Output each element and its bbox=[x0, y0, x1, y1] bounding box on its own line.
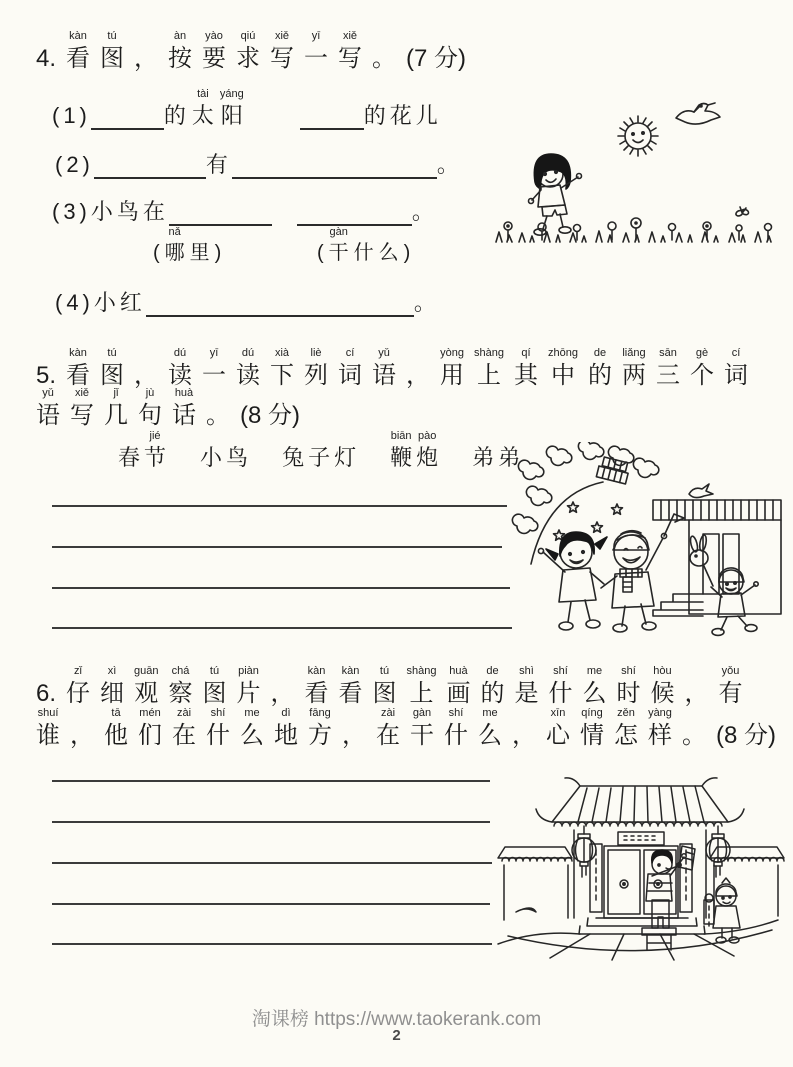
watermark: 淘课榜 https://www.taokerank.com bbox=[251, 1009, 542, 1030]
writing-line bbox=[52, 505, 507, 507]
gate-roof bbox=[536, 778, 744, 826]
star-icon bbox=[592, 522, 603, 532]
fill-in-blank bbox=[169, 197, 272, 226]
butterfly-icon bbox=[735, 207, 749, 217]
fill-in-blank bbox=[146, 288, 414, 317]
fill-in-blank bbox=[94, 150, 206, 179]
q4-item-2 bbox=[55, 150, 463, 179]
q5-illustration bbox=[503, 442, 787, 640]
girl-meadow-illustration bbox=[486, 90, 788, 252]
writing-line bbox=[52, 903, 490, 905]
q4-illustration bbox=[486, 90, 788, 252]
word-xiaoniao: 小 鸟 bbox=[200, 445, 249, 470]
q4-item-3-hint-doing: ( gàn 干 什 么 ) bbox=[317, 226, 411, 264]
word-bianpao: biān 鞭 pào 炮 bbox=[390, 430, 439, 470]
q4-item-4-end: 。 bbox=[413, 290, 440, 315]
lantern-icon bbox=[572, 826, 596, 877]
q4-item-2-end: 。 bbox=[436, 152, 463, 177]
sun-icon bbox=[618, 116, 658, 156]
q4-item-3-lead: 小鸟在 bbox=[90, 199, 169, 224]
q4-item-1 bbox=[52, 88, 442, 130]
rabbit-lantern bbox=[690, 550, 708, 566]
word-didi: 弟 弟 bbox=[472, 445, 521, 470]
bird-icon bbox=[689, 484, 713, 498]
couplets-gate-illustration bbox=[492, 770, 790, 962]
grass-and-flowers bbox=[496, 218, 772, 242]
q6-title-line2: shuí 谁 ， tā 他 mén 们 zài 在 shí 什 me 么 dì 地 fāng 方 ， zài 在 gàn 干 shí 什 me 么 ， xīn 心 qíng 情 zěn 怎 yàng 样 。 (8 分) bbox=[36, 707, 776, 749]
writing-line bbox=[52, 821, 490, 823]
star-icon bbox=[568, 502, 579, 512]
q4-item-3-hint-where: ( nǎ 哪 里 ) bbox=[153, 226, 222, 264]
q4-item-1-tail: 的花儿 bbox=[363, 103, 442, 128]
q6-illustration bbox=[492, 770, 790, 962]
bird-icon bbox=[676, 103, 720, 124]
q5-word-list bbox=[118, 430, 554, 472]
writing-line bbox=[52, 587, 510, 589]
q5-title-line1: 5. kàn 看 tú 图 ， dú 读 yī 一 dú 读 xià 下 liè 列 cí 词 yǔ 语 ， yòng 用 shàng 上 qí 其 zhōng 中 de 的 liǎng 两 sān 三 gè 个 cí 词 bbox=[36, 347, 748, 389]
celebration-illustration bbox=[503, 442, 787, 640]
fill-in-blank bbox=[297, 197, 412, 226]
q4-item-4-lead: 小红 bbox=[93, 290, 146, 315]
gap bbox=[250, 129, 300, 130]
q4-item-1-text: 的 tài 太 yáng 阳 bbox=[163, 88, 244, 128]
q4-item-3-end: 。 bbox=[411, 199, 438, 224]
writing-line bbox=[52, 627, 512, 629]
boy-figure bbox=[601, 514, 684, 632]
q4-title: 4. kàn 看 tú 图 ， àn 按 yào 要 qiú 求 xiě 写 yī 一 xiě 写 。 (7 分) bbox=[36, 30, 467, 72]
page-number: 2 bbox=[392, 1027, 401, 1044]
word-chunjie: 春 jié 节 bbox=[118, 430, 167, 470]
fill-in-blank bbox=[232, 150, 437, 179]
word-tuzideng: 兔 子 灯 bbox=[282, 445, 357, 470]
side-wall-left bbox=[498, 847, 572, 920]
fill-in-blank bbox=[300, 101, 364, 130]
firecracker-pole bbox=[531, 456, 631, 564]
q4-item-4-label: (4) bbox=[55, 290, 94, 315]
star-icon bbox=[612, 504, 623, 514]
ground-path bbox=[498, 918, 778, 960]
lantern-icon bbox=[706, 826, 730, 877]
q4-item-4 bbox=[55, 288, 440, 317]
writing-line bbox=[52, 943, 492, 945]
writing-line bbox=[52, 546, 502, 548]
writing-line bbox=[52, 862, 492, 864]
side-wall-right bbox=[710, 847, 784, 918]
girl-figure bbox=[529, 154, 582, 235]
q5-title-line2: yǔ 语 xiě 写 jǐ 几 jù 句 huà 话 。 (8 分) bbox=[36, 387, 300, 429]
q4-item-1-label: (1) bbox=[52, 103, 91, 128]
girl-figure bbox=[538, 532, 607, 630]
writing-line bbox=[52, 780, 490, 782]
q6-title-line1: 6. zǐ 仔 xì 细 guān 观 chá 察 tú 图 piàn 片 ， kàn 看 kàn 看 tú 图 shàng 上 huà 画 de 的 shì 是 shí 什 me 么 shí 时 hòu 候 ， yǒu 有 bbox=[36, 665, 743, 707]
gap bbox=[272, 225, 297, 226]
q4-item-3 bbox=[52, 197, 438, 226]
q4-item-3-label: (3) bbox=[52, 199, 91, 224]
q4-item-2-mid: 有 bbox=[205, 152, 232, 177]
q4-item-2-label: (2) bbox=[55, 152, 94, 177]
fill-in-blank bbox=[91, 101, 164, 130]
